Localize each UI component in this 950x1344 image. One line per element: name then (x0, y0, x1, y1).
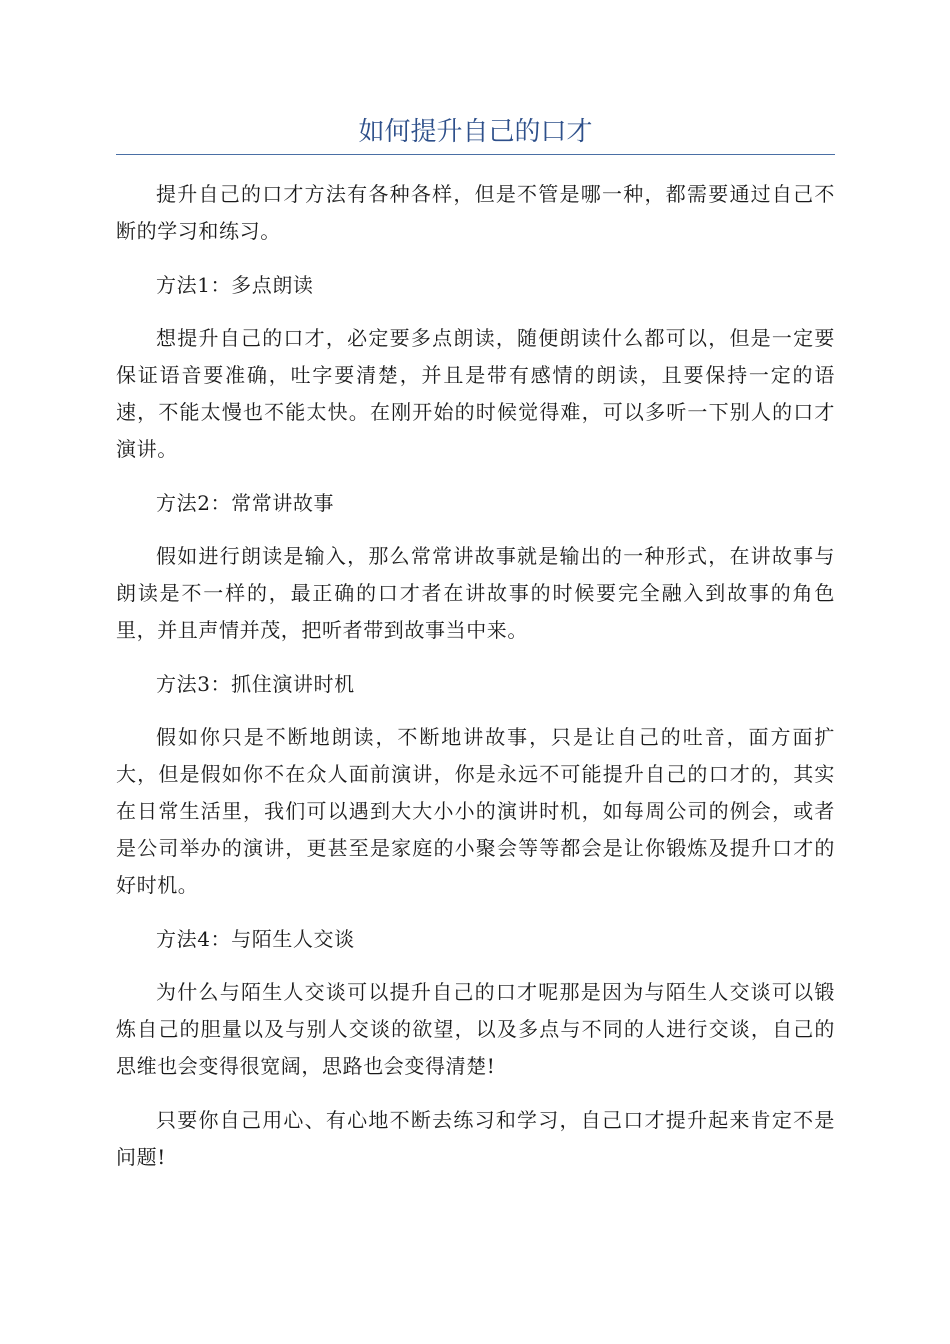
method-2-heading: 方法2：常常讲故事 (156, 491, 335, 515)
document-body (116, 176, 835, 1193)
method-3-paragraph: 假如你只是不断地朗读，不断地讲故事，只是让自己的吐音，面方面扩大，但是假如你不在众人面前演讲，你是永远不可能提升自己的口才的，其实在日常生活里，我们可以遇到大大小小的演讲时机，如每周公司的例会，或者是公司举办的演讲，更甚至是家庭的小聚会等等都会是让你锻炼及提升口才的好时机。 (116, 725, 835, 897)
method-2-paragraph: 假如进行朗读是输入，那么常常讲故事就是输出的一种形式，在讲故事与朗读是不一样的，最正确的口才者在讲故事的时候要完全融入到故事的角色里，并且声情并茂，把听者带到故事当中来。 (116, 544, 835, 642)
method-1-heading: 方法1：多点朗读 (156, 273, 314, 297)
method-4-heading: 方法4：与陌生人交谈 (156, 927, 355, 951)
document-title: 如何提升自己的口才 (358, 117, 593, 147)
method-1-paragraph: 想提升自己的口才，必定要多点朗读，随便朗读什么都可以，但是一定要保证语音要准确，吐字要清楚，并且是带有感情的朗读，且要保持一定的语速，不能太慢也不能太快。在刚开始的时候觉得难，可以多听一下别人的口才演讲。 (116, 326, 835, 461)
method-4-paragraph: 为什么与陌生人交谈可以提升自己的口才呢那是因为与陌生人交谈可以锻炼自己的胆量以及与别人交谈的欲望，以及多点与不同的人进行交谈，自己的思维也会变得很宽阔，思路也会变得清楚! (116, 980, 835, 1078)
method-3-heading: 方法3：抓住演讲时机 (156, 672, 355, 696)
intro-paragraph: 提升自己的口才方法有各种各样，但是不管是哪一种，都需要通过自己不断的学习和练习。 (116, 182, 835, 243)
conclusion-paragraph: 只要你自己用心、有心地不断去练习和学习，自己口才提升起来肯定不是问题! (116, 1108, 835, 1169)
title-underline (116, 154, 835, 155)
